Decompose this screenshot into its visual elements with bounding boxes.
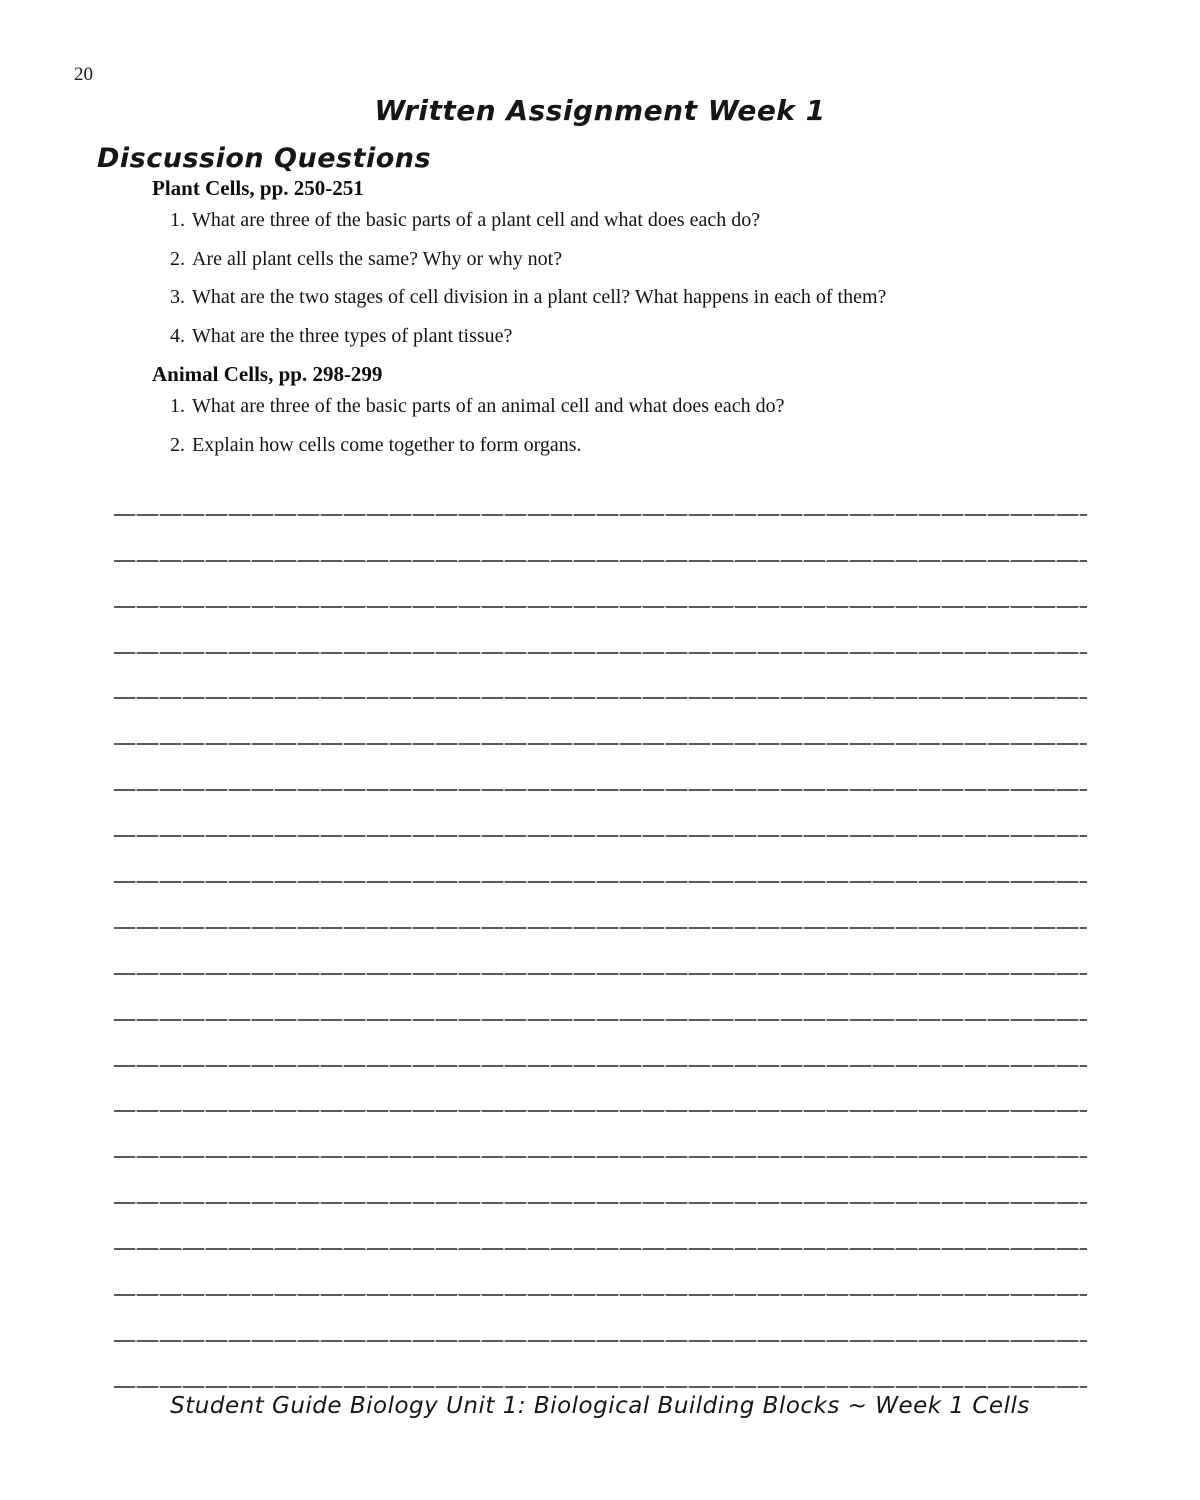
- answer-line: [114, 975, 1087, 1021]
- answer-lines: [114, 470, 1087, 1388]
- section-heading-plant-cells: Plant Cells, pp. 250-251: [152, 176, 364, 200]
- question-number: 3.: [170, 286, 185, 308]
- answer-line: [114, 1342, 1087, 1388]
- question-text: Are all plant cells the same? Why or why not?: [192, 247, 563, 270]
- answer-line: [114, 883, 1087, 929]
- questions-content: [152, 176, 1102, 471]
- answer-line: [114, 1067, 1087, 1113]
- question-item: [152, 324, 1102, 349]
- footer-text: Student Guide Biology Unit 1: Biological Building Blocks ~ Week 1 Cells: [170, 1393, 1030, 1419]
- answer-line: [114, 654, 1087, 700]
- answer-line: [114, 791, 1087, 837]
- question-item: [152, 247, 1102, 272]
- discussion-questions-heading: Discussion Questions: [97, 143, 432, 174]
- question-text: Explain how cells come together to form organs.: [192, 433, 582, 456]
- question-text: What are three of the basic parts of an animal cell and what does each do?: [192, 395, 785, 417]
- section-heading-animal-cells: Animal Cells, pp. 298-299: [152, 362, 383, 386]
- question-number: 2.: [170, 433, 185, 456]
- question-item: [152, 433, 1102, 458]
- page-number: 20: [74, 64, 93, 85]
- question-number: 1.: [170, 209, 185, 231]
- answer-line: [114, 1158, 1087, 1204]
- answer-line: [114, 929, 1087, 975]
- answer-line: [114, 470, 1087, 516]
- animal-cells-question-list: [152, 394, 1102, 458]
- answer-line: [114, 608, 1087, 654]
- answer-line: [114, 745, 1087, 791]
- answer-line: [114, 1021, 1087, 1067]
- answer-line: [114, 562, 1087, 608]
- question-item: [152, 285, 1102, 310]
- question-text: What are three of the basic parts of a plant cell and what does each do?: [192, 209, 761, 231]
- question-text: What are the three types of plant tissue?: [192, 324, 513, 347]
- answer-line: [114, 1112, 1087, 1158]
- answer-line: [114, 837, 1087, 883]
- plant-cells-question-list: [152, 208, 1102, 349]
- page-title: Written Assignment Week 1: [374, 94, 826, 127]
- answer-line: [114, 1296, 1087, 1342]
- question-item: [152, 394, 1102, 419]
- question-number: 2.: [170, 247, 185, 270]
- answer-line: [114, 1250, 1087, 1296]
- answer-line: [114, 516, 1087, 562]
- question-text: What are the two stages of cell division in a plant cell? What happens in each of them?: [192, 286, 887, 308]
- question-number: 4.: [170, 324, 185, 347]
- question-number: 1.: [170, 395, 185, 417]
- question-item: [152, 208, 1102, 233]
- answer-line: [114, 699, 1087, 745]
- answer-line: [114, 1204, 1087, 1250]
